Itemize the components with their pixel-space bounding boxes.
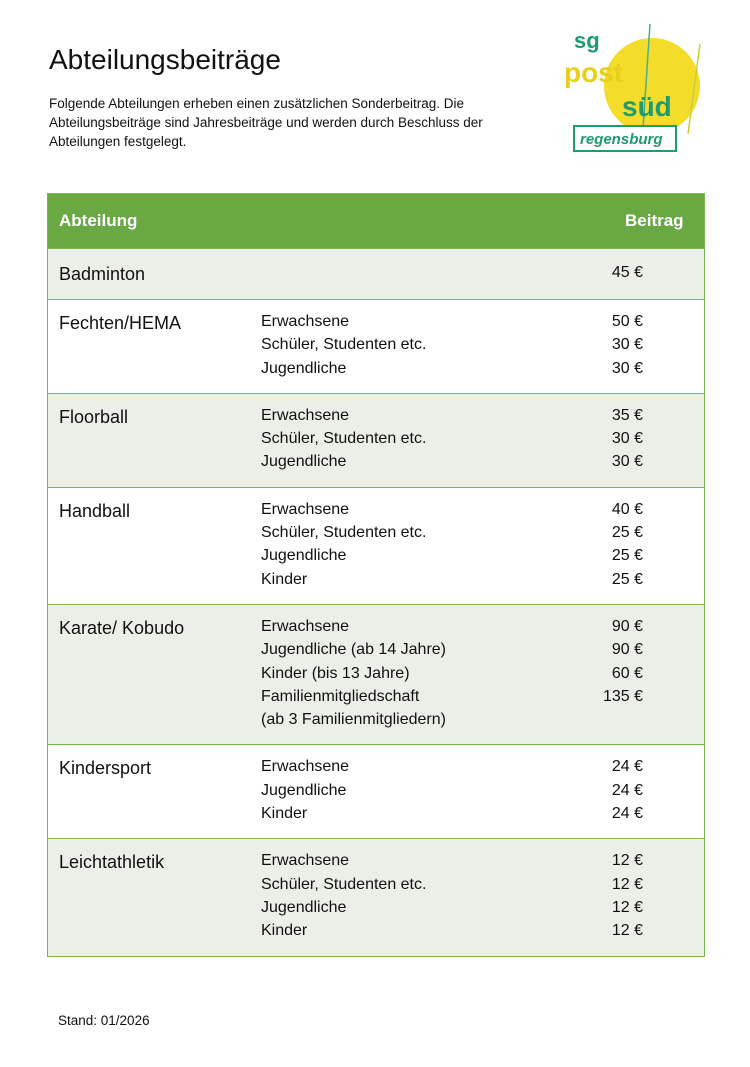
category-label: Schüler, Studenten etc. — [261, 875, 427, 893]
table-row — [48, 299, 704, 393]
fees — [584, 498, 704, 591]
member-categories — [261, 615, 584, 731]
table-row — [48, 838, 704, 955]
fee-value: 40 € — [611, 500, 643, 518]
category-label: Erwachsene — [261, 313, 350, 330]
category-label: Jugendliche — [261, 898, 347, 916]
fee-value: 30 € — [611, 336, 643, 354]
category-label: Jugendliche — [261, 781, 347, 799]
department-name: Fechten/HEMA — [59, 313, 182, 333]
table-body — [48, 248, 704, 956]
fee-value: 35 € — [611, 406, 643, 424]
category-label: Erwachsene — [261, 758, 350, 776]
logo-text-regensburg: regensburg — [580, 131, 663, 148]
column-header-fee: Beitrag — [625, 211, 684, 230]
member-categories — [261, 849, 584, 942]
fee-value: 135 € — [602, 687, 643, 705]
table-row — [48, 604, 704, 744]
logo-text-sued: süd — [622, 91, 672, 122]
category-label: Erwachsene — [261, 617, 350, 635]
fee-value: 50 € — [611, 313, 643, 330]
table-header — [48, 194, 704, 248]
category-label: Erwachsene — [261, 500, 350, 518]
category-label: Kinder — [261, 922, 308, 940]
table-row — [48, 393, 704, 487]
member-categories — [261, 404, 584, 474]
fees — [584, 615, 704, 731]
table-row — [48, 487, 704, 604]
column-header-department: Abteilung — [59, 211, 138, 230]
fees — [584, 755, 704, 825]
fees — [584, 261, 704, 287]
fee-value: 90 € — [611, 641, 643, 659]
fee-value: 12 € — [611, 922, 643, 940]
page-title: Abteilungsbeiträge — [49, 44, 281, 75]
department-name: Kindersport — [59, 758, 152, 779]
department-name: Handball — [59, 500, 131, 521]
fee-value: 24 € — [611, 781, 643, 799]
department-name: Floorball — [59, 406, 129, 427]
logo-text-post: post — [564, 57, 624, 88]
fee-value: 24 € — [611, 758, 643, 776]
fee-value: 25 € — [611, 547, 643, 565]
category-label: Jugendliche (ab 14 Jahre) — [261, 641, 447, 659]
fee-table — [47, 193, 705, 957]
fees — [584, 310, 704, 380]
fee-value: 12 € — [611, 898, 643, 916]
fee-value: 90 € — [611, 617, 643, 635]
fees — [584, 849, 704, 942]
fee-value: 30 € — [611, 430, 643, 448]
member-categories — [261, 755, 584, 825]
logo-text-sg: sg — [574, 28, 600, 53]
intro-text: Folgende Abteilungen erheben einen zusätzlichen Sonderbeitrag. Die Abteilungsbeiträge sind Jahresbeiträge und werden durch Beschluss der Abteilungen festgelegt. — [49, 96, 483, 149]
fee-value: 25 € — [611, 570, 643, 588]
member-categories — [261, 310, 584, 380]
category-label: (ab 3 Familienmitgliedern) — [261, 711, 446, 729]
member-categories — [261, 261, 584, 287]
department-name: Badminton — [59, 264, 146, 284]
category-label: Kinder — [261, 805, 308, 823]
department-name: Karate/ Kobudo — [59, 617, 185, 638]
fee-value: 45 € — [611, 264, 643, 281]
category-label: Erwachsene — [261, 406, 350, 424]
fees — [584, 404, 704, 474]
department-name: Leichtathletik — [59, 852, 165, 873]
fee-value: 30 € — [611, 453, 643, 471]
fee-value: 60 € — [611, 664, 643, 682]
category-label: Kinder — [261, 570, 308, 588]
fee-value: 25 € — [611, 524, 643, 542]
category-label: Erwachsene — [261, 852, 350, 870]
category-label: Schüler, Studenten etc. — [261, 336, 427, 354]
category-label: Schüler, Studenten etc. — [261, 524, 427, 542]
fee-value — [584, 708, 643, 731]
category-label: Jugendliche — [261, 453, 347, 471]
category-label: Kinder (bis 13 Jahre) — [261, 664, 410, 682]
category-label: Jugendliche — [261, 547, 347, 565]
sg-post-sued-logo — [560, 24, 710, 159]
status-date: Stand: 01/2026 — [58, 1013, 150, 1028]
category-label: Familienmitgliedschaft — [261, 687, 420, 705]
table-row — [48, 248, 704, 299]
fee-value: 30 € — [611, 359, 643, 377]
category-label: Schüler, Studenten etc. — [261, 430, 427, 448]
category-label: Jugendliche — [261, 359, 347, 377]
fee-value: 12 € — [611, 852, 643, 870]
fee-value: 24 € — [611, 805, 643, 823]
fee-value: 12 € — [611, 875, 643, 893]
table-row — [48, 744, 704, 838]
member-categories — [261, 498, 584, 591]
